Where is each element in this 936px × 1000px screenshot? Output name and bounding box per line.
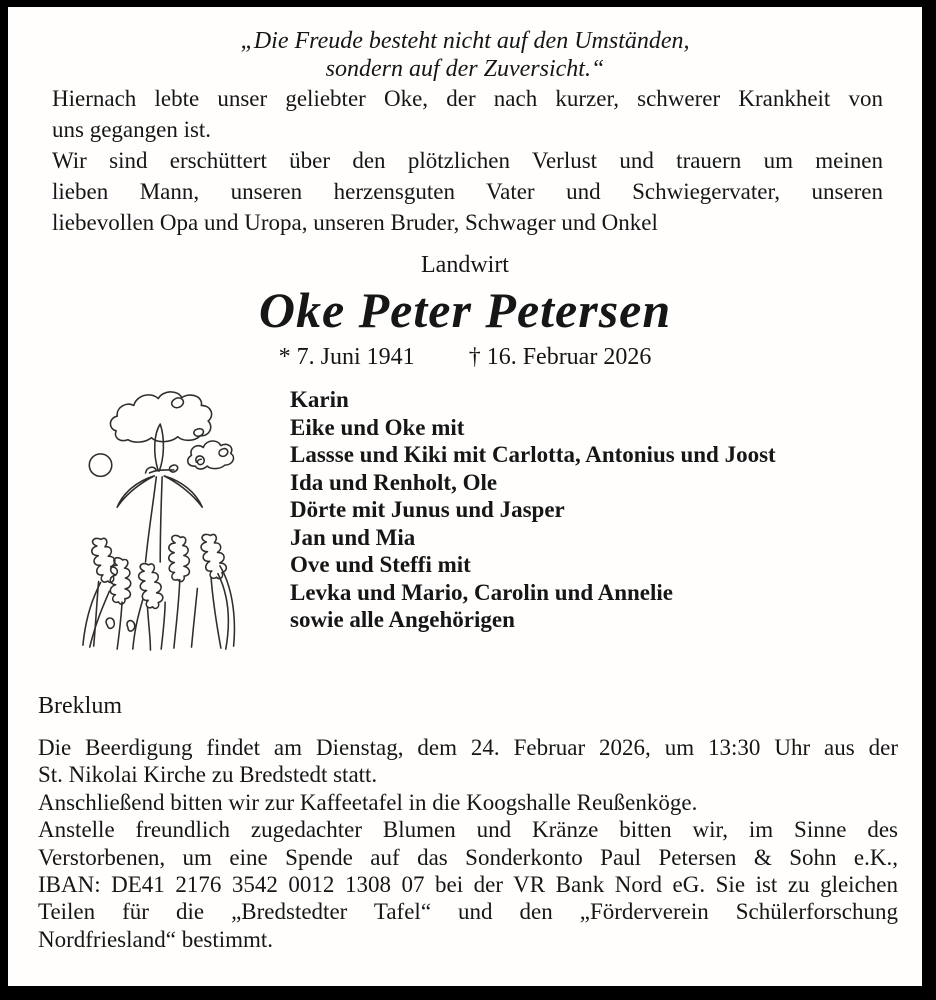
- wheat-field-icon: [83, 532, 235, 650]
- text-line: sowie alle Angehörigen: [290, 607, 515, 632]
- place-name: Breklum: [38, 693, 122, 719]
- text-line: Dörte mit Junus und Jasper: [290, 497, 565, 522]
- text-line: lieben Mann, unseren herzensguten Vater und Schwiegervater, unseren: [52, 179, 883, 204]
- profession-label: Landwirt: [421, 252, 509, 278]
- wind-turbine-wheat-illustration-icon: [75, 380, 265, 652]
- text-line: Teilen für die „Bredstedter Tafel“ und den „Förderverein Schülerforschung: [38, 899, 898, 925]
- text-line: Anschließend bitten wir zur Kaffeetafel in die Koogshalle Reußenköge.: [38, 789, 698, 815]
- small-cloud-icon: [188, 441, 234, 469]
- funeral-details-paragraph: [38, 734, 898, 953]
- text-line: Jan und Mia: [290, 524, 416, 550]
- text-line: Ove und Steffi mit: [290, 552, 471, 577]
- mourning-paragraph: [52, 145, 883, 238]
- text-line: Eike und Oke mit: [290, 414, 465, 440]
- birth-date: * 7. Juni 1941: [278, 344, 415, 370]
- deceased-name: Oke Peter Petersen: [258, 282, 672, 338]
- text-line: Die Beerdigung findet am Dienstag, dem 24. Februar 2026, um 13:30 Uhr aus der: [38, 735, 898, 760]
- intro-paragraph: [52, 83, 883, 145]
- obituary-page: [8, 7, 922, 986]
- text-line: liebevollen Opa und Uropa, unseren Bruder, Schwager und Onkel: [52, 210, 658, 235]
- life-dates: [8, 342, 922, 372]
- text-line: uns gegangen ist.: [52, 117, 212, 142]
- text-line: IBAN: DE41 2176 3542 0012 1308 07 bei der VR Bank Nord eG. Sie ist zu gleichen: [38, 872, 898, 898]
- text-line: Anstelle freundlich zugedachter Blumen und Kränze bitten wir, im Sinne des: [38, 817, 898, 843]
- text-line: Nordfriesland“ bestimmt.: [38, 926, 274, 952]
- big-cloud-icon: [110, 392, 211, 442]
- text-line: Hiernach lebte unser geliebter Oke, der nach kurzer, schwerer Krankheit von: [52, 86, 883, 111]
- family-section: [75, 380, 922, 652]
- text-line: Ida und Renholt, Ole: [290, 469, 498, 495]
- text-line: Karin: [290, 387, 349, 412]
- text-line: Levka und Mario, Carolin und Annelie: [290, 579, 673, 605]
- mourners-list: [290, 380, 776, 652]
- text-line: „Die Freude besteht nicht auf den Umständen,: [240, 28, 690, 54]
- text-line: sondern auf der Zuversicht.“: [325, 56, 605, 82]
- death-date: † 16. Februar 2026: [468, 344, 652, 370]
- text-line: St. Nikolai Kirche zu Bredstedt statt.: [38, 762, 378, 788]
- wind-turbine-icon: [117, 424, 202, 562]
- sun-icon: [89, 454, 112, 477]
- text-line: Verstorbenen, um eine Spende auf das Sonderkonto Paul Petersen & Sohn e.K.,: [38, 844, 898, 870]
- condolence-quote: [8, 27, 922, 83]
- text-line: Lassse und Kiki mit Carlotta, Antonius und Joost: [290, 442, 776, 467]
- text-line: Wir sind erschüttert über den plötzlichen Verlust und trauern um meinen: [52, 148, 883, 173]
